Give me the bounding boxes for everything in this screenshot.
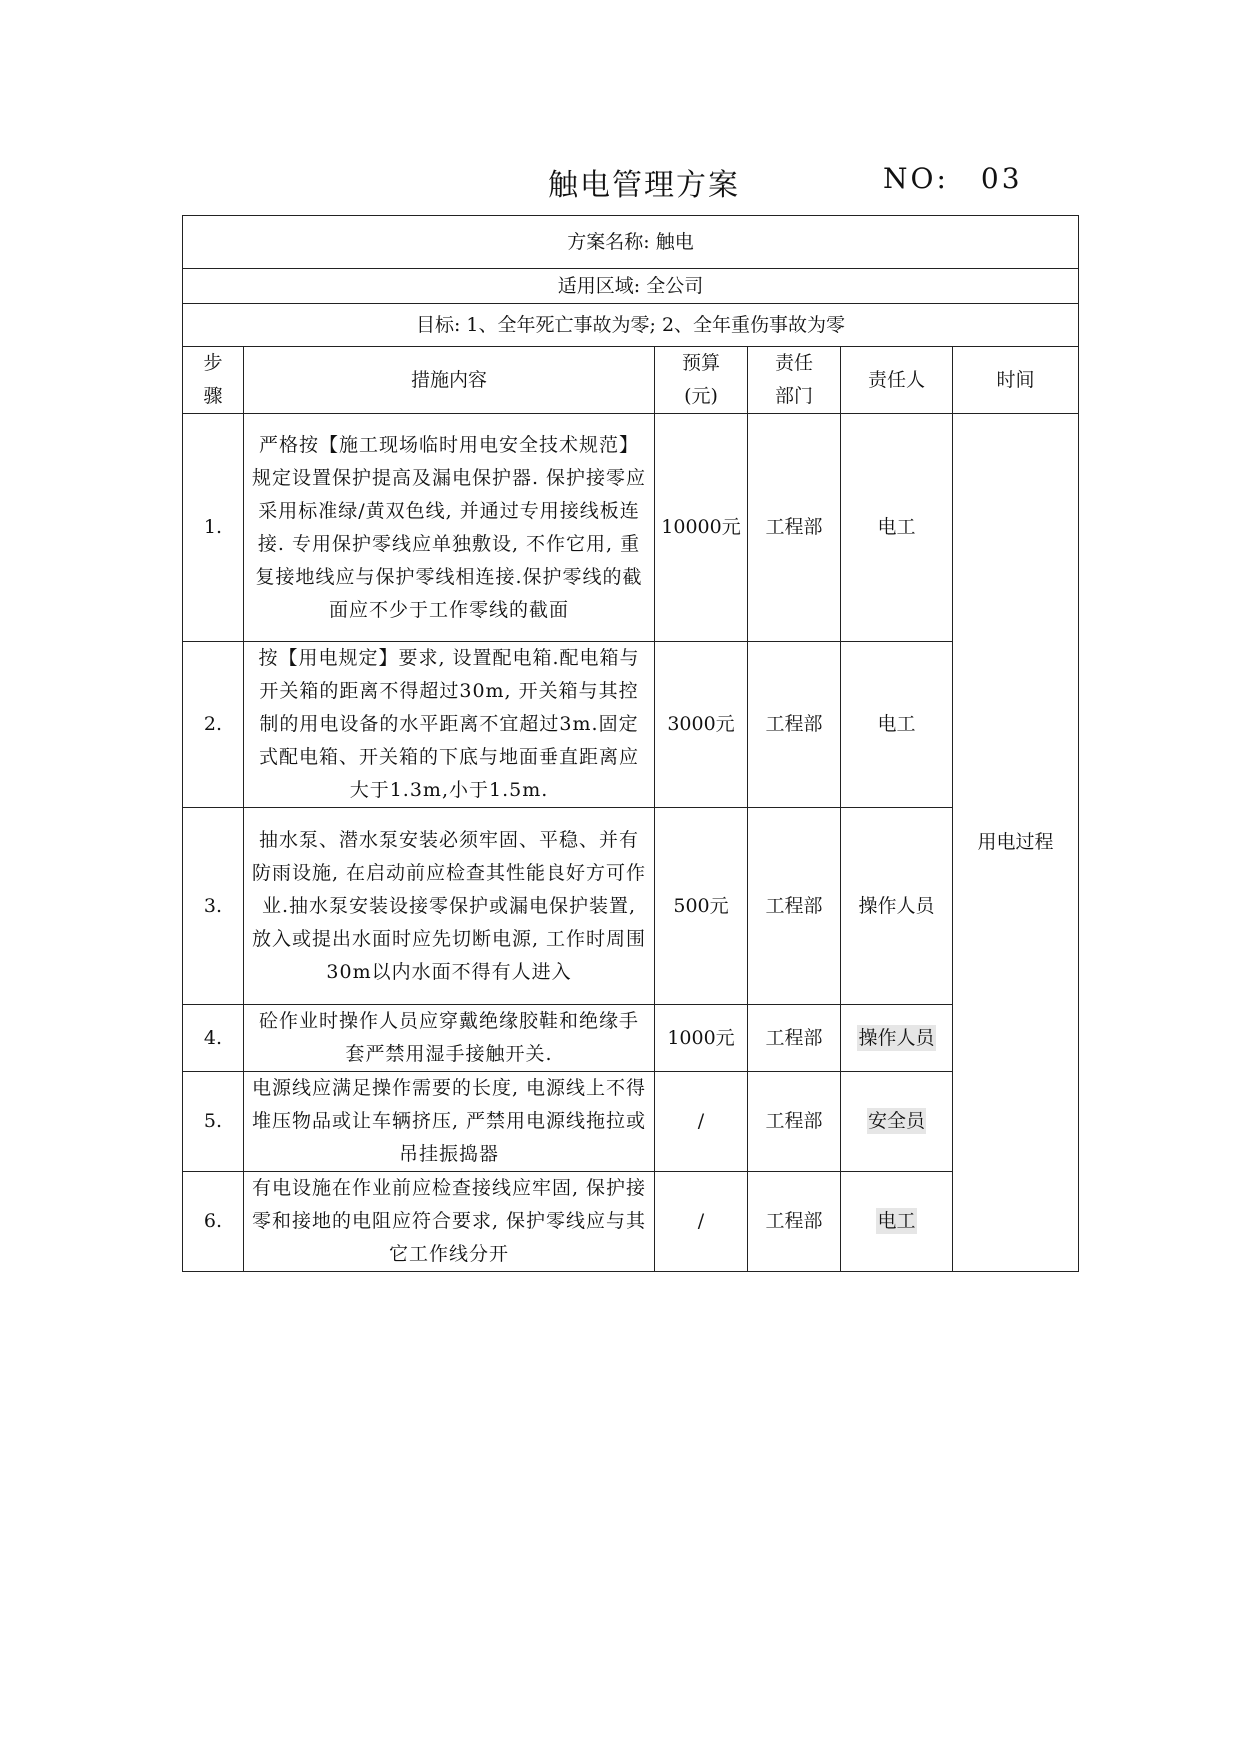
step-cell: 6. [183,1172,244,1272]
header-step [183,347,244,414]
plan-area-row [183,269,1079,304]
header-dept [748,347,841,414]
budget-cell: 10000元 [655,414,748,642]
header-budget-line1: 预算 [681,352,720,374]
plan-area-cell: 适用区域: 全公司 [183,269,1079,304]
dept-cell: 工程部 [748,1005,841,1072]
dept-cell: 工程部 [748,1072,841,1172]
header-budget [655,347,748,414]
step-cell: 3. [183,808,244,1005]
person-cell: 操作人员 [841,808,953,1005]
plan-goal-cell: 目标: 1、全年死亡事故为零; 2、全年重伤事故为零 [183,304,1079,347]
person-cell: 电工 [841,414,953,642]
table-row [183,414,1079,642]
dept-cell: 工程部 [748,1172,841,1272]
document-number [883,162,1023,195]
content-cell: 砼作业时操作人员应穿戴绝缘胶鞋和绝缘手套严禁用湿手接触开关. [244,1005,655,1072]
content-cell: 按【用电规定】要求, 设置配电箱.配电箱与开关箱的距离不得超过30m, 开关箱与其控制的用电设备的水平距离不宜超过3m.固定式配电箱、开关箱的下底与地面垂直距离应大于1.3m,小于1.5m. [244,642,655,808]
person-cell [841,1005,953,1072]
budget-cell: 500元 [655,808,748,1005]
content-cell: 有电设施在作业前应检查接线应牢固, 保护接零和接地的电阻应符合要求, 保护零线应与其它工作线分开 [244,1172,655,1272]
budget-cell: / [655,1072,748,1172]
budget-cell: 3000元 [655,642,748,808]
document-number-label: NO: [883,162,949,195]
step-cell: 5. [183,1072,244,1172]
time-cell: 用电过程 [953,414,1079,1272]
table-row [183,1005,1079,1072]
header-step-line2: 骤 [203,385,223,407]
table-row [183,642,1079,808]
header-time: 时间 [953,347,1079,414]
plan-name-row [183,216,1079,269]
header-dept-line1: 责任 [774,352,813,374]
content-cell: 严格按【施工现场临时用电安全技术规范】规定设置保护提高及漏电保护器. 保护接零应采用标准绿/黄双色线, 并通过专用接线板连接. 专用保护零线应单独敷设, 不作它用, 重复接地线应与保护零线相连接.保护零线的截面应不少于工作零线的截面 [244,414,655,642]
table-row [183,808,1079,1005]
column-header-row [183,347,1079,414]
step-cell: 4. [183,1005,244,1072]
budget-cell: 1000元 [655,1005,748,1072]
header-step-line1: 步 [203,352,223,374]
person-cell [841,1172,953,1272]
header-person: 责任人 [841,347,953,414]
document-title: 触电管理方案 [548,168,740,203]
dept-cell: 工程部 [748,414,841,642]
person-highlight: 操作人员 [858,1026,935,1049]
table-row [183,1172,1079,1272]
content-cell: 抽水泵、潜水泵安装必须牢固、平稳、并有防雨设施, 在启动前应检查其性能良好方可作业.抽水泵安装设接零保护或漏电保护装置, 放入或提出水面时应先切断电源, 工作时周围30m以内水面不得有人进入 [244,808,655,1005]
person-highlight: 电工 [877,1210,916,1232]
dept-cell: 工程部 [748,642,841,808]
person-cell: 电工 [841,642,953,808]
step-cell: 1. [183,414,244,642]
step-cell: 2. [183,642,244,808]
content-cell: 电源线应满足操作需要的长度, 电源线上不得堆压物品或让车辆挤压, 严禁用电源线拖拉或吊挂振捣器 [244,1072,655,1172]
dept-cell: 工程部 [748,808,841,1005]
plan-name-cell: 方案名称: 触电 [183,216,1079,269]
person-cell [841,1072,953,1172]
document-number-value: 03 [980,162,1023,195]
header-content: 措施内容 [244,347,655,414]
budget-cell: / [655,1172,748,1272]
plan-goal-row [183,304,1079,347]
plan-table [182,215,1079,1272]
header-budget-line2: (元) [684,385,718,407]
table-row [183,1072,1079,1172]
header-dept-line2: 部门 [774,385,813,407]
person-highlight: 安全员 [867,1110,925,1132]
